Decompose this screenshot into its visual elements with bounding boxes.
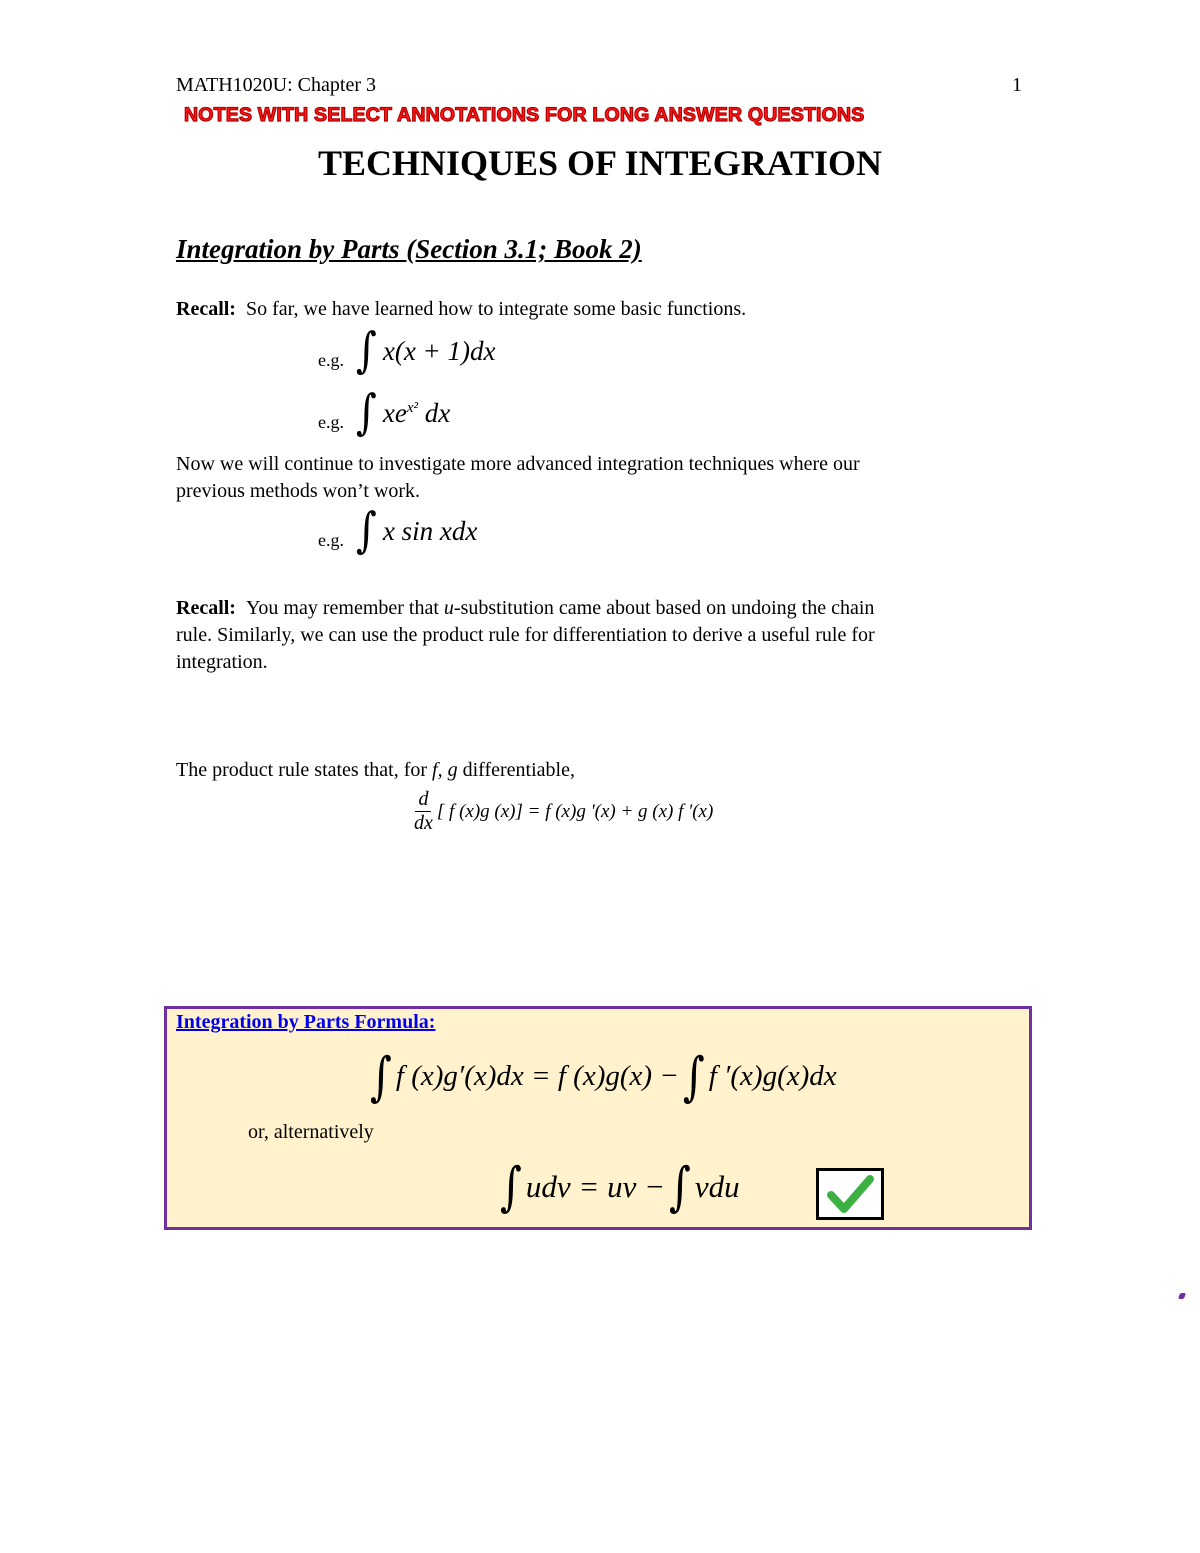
recall-paragraph-2 [176, 595, 875, 676]
continue-line-1: Now we will continue to investigate more advanced integration techniques where our [176, 453, 860, 475]
example-expression: $xe^{x^2}$ dx [382, 397, 451, 428]
checkmark-box [816, 1168, 884, 1220]
page-number: 1 [1012, 74, 1022, 96]
integral-symbol: ∫ [682, 1045, 705, 1108]
alternative-label: or, alternatively [248, 1121, 374, 1143]
example-label: e.g. [318, 529, 344, 550]
integral-symbol: ∫ [669, 1155, 691, 1218]
recall2-line-3: integration. [176, 651, 268, 673]
example-label: e.g. [318, 349, 344, 370]
recall2-line-2: rule. Similarly, we can use the product rule for differentiation to derive a useful rule for [176, 624, 875, 646]
example-expression: x(x + 1)dx [382, 335, 496, 366]
formula-box-title: Integration by Parts Formula: [176, 1011, 436, 1033]
derivative-fraction: $\frac{d}{dx}$ [414, 788, 433, 834]
example-3 [318, 503, 478, 559]
continue-paragraph [176, 451, 860, 505]
recall-label: Recall: [176, 298, 236, 320]
product-rule-expression: [ f (x)g (x)] = f (x)g '(x) + g (x) f '(x) [436, 800, 714, 822]
udv-formula [496, 1155, 740, 1218]
formula1-left: f (x)g′(x)dx = f (x)g(x) − [395, 1060, 679, 1092]
product-rule-intro: The product rule states that, for f, g differentiable, [176, 759, 575, 781]
formula2-left: udv = uv − [525, 1168, 665, 1204]
integral-symbol: ∫ [356, 323, 377, 379]
header-course-chapter: MATH1020U: Chapter 3 [176, 74, 376, 96]
product-rule-formula [414, 788, 713, 835]
recall-label: Recall: [176, 597, 236, 619]
integration-by-parts-formula [366, 1045, 837, 1108]
checkmark-icon [819, 1171, 881, 1217]
page-title: TECHNIQUES OF INTEGRATION [317, 143, 883, 183]
annotation-banner: NOTES WITH SELECT ANNOTATIONS FOR LONG ANSWER QUESTIONS [184, 104, 865, 126]
recall2-line-1: Recall: You may remember that u-substitution came about based on undoing the chain [176, 597, 875, 619]
recall-text: So far, we have learned how to integrate some basic functions. [245, 298, 747, 320]
integral-symbol: ∫ [500, 1155, 522, 1218]
example-1 [318, 323, 496, 379]
integral-symbol: ∫ [356, 385, 377, 441]
integral-symbol: ∫ [356, 503, 377, 559]
recall-paragraph-1 [176, 296, 746, 323]
integral-symbol: ∫ [370, 1045, 392, 1108]
example-expression: x sin xdx [382, 515, 478, 546]
formula2-right: vdu [694, 1168, 740, 1204]
example-label: e.g. [318, 411, 344, 432]
example-2 [318, 385, 451, 441]
continue-line-2: previous methods won’t work. [176, 480, 421, 502]
section-heading: Integration by Parts (Section 3.1; Book 2) [176, 234, 642, 264]
formula1-right: f ′(x)g(x)dx [708, 1060, 837, 1092]
stray-mark [1178, 1293, 1186, 1299]
